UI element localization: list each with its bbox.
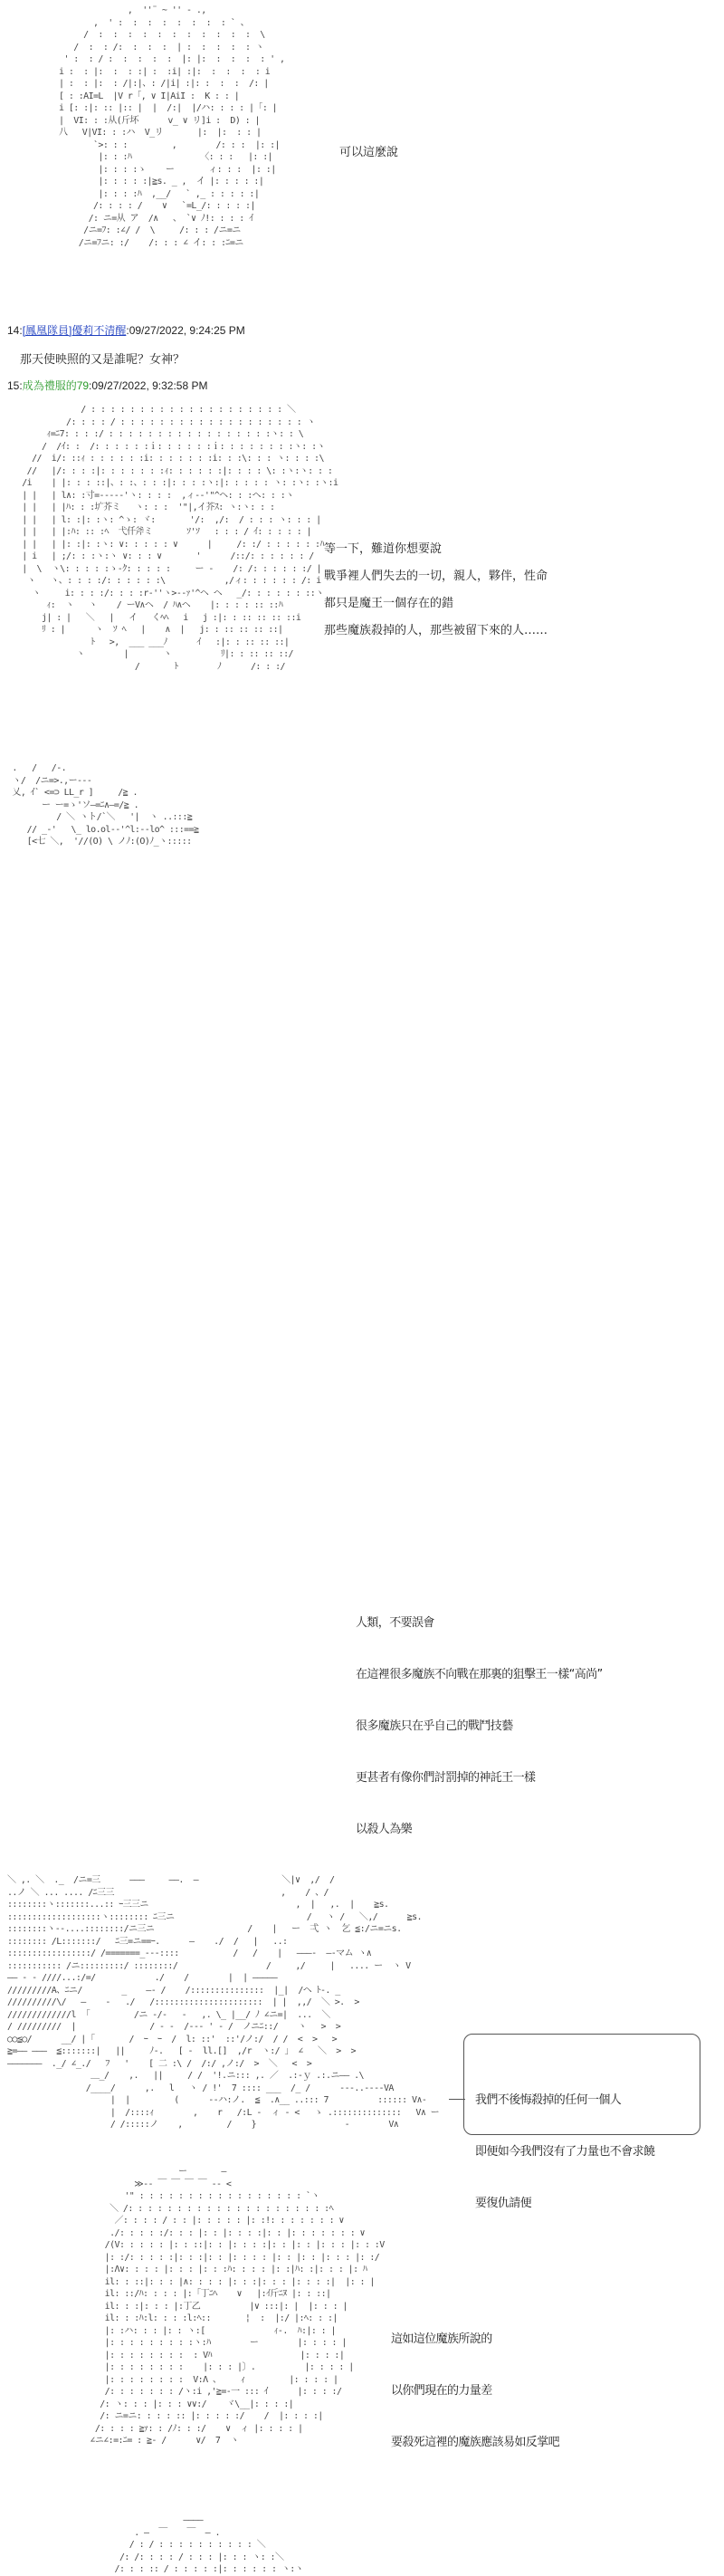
post-author-link[interactable]: [鳳凰隊員]優莉不清醒 [22, 324, 127, 337]
dialogue-line: 人類，不要誤會 [356, 1616, 434, 1630]
ascii-art-figure-1: , ''¨ ~ '' - ., , ' : : : : : : : : ` 、 / : : : : : : : : : : : \ / : : /: : : : | : : : : : ヽ ' : : / : : : : : |: |: : : : : ' , i : : |: : : :| : :i| :|: : : : : i | : : |: : /|:|、: /|i| :|: : : : /: | [ : :AI=L |V r「, ∨ I|AiI : K : : | i [: :|: :: |:: | | /:| |/ハ: : : : |「: | | VI: : :从(斤坏 v_ ∨ リ]i : D) : | 八 V|VI: : :ハ V_リ |: |: : : | `>: : : , /: : : |: :| |: : :ﾊ 〈: : : |: :| |: : : :ゝ ー ィ: : : |: :| |: : : : :|≧s. _ , イ |: : : : :| |: : : :ﾊ ,__/ ` ,_ : : : : :| /: : : : / ∨ `=L_/: : : : :| /: ニ=从 ア /∧ 、 `∨ ﾉ!: : : : ｲ /ニ=ﾌ: :∠/ / \ /: : : /ニ=ニ /ニ=ﾌニ: :/ /: : : ∠ イ: : :ﾆ=ニ [59, 5, 285, 248]
post-timestamp: :09/27/2022, 9:24:25 PM [126, 324, 245, 337]
dialogue-line: 這如這位魔族所說的 [391, 2332, 492, 2346]
dialogue-line: 那些魔族殺掉的人，那些被留下來的人…… [324, 624, 548, 637]
speech-bubble-tail [449, 2099, 465, 2100]
dialogue-line: 要殺死這裡的魔族應該易如反掌吧 [391, 2436, 560, 2449]
post-header-15 [7, 378, 207, 393]
ascii-art-figure-3: . / /-. ヽ/ /ニ=>.,ー‐‐- 乂, ｲ` <=⊃ LL_r ] /≧ . ー ー=ゝ'ソ―=ﾆ∧―=/≧ . / ＼ ヽト/`＼ '| ヽ ..:::≧ // _-' \_ lo.ol--'^l:--lo^ :::==≧ [<七 ＼, '//(O) \ ノﾉ:(O)ﾉ_ヽ::::: 人類，不要誤會 在這裡很多魔族不向戰在那裏的狙擊王一樣“高尚” 很多魔族只在乎自己的戰鬥技藝 更甚者有像你們討罰掉的神託王一樣 以殺人為樂 ＼ ,. ＼ ._ /ニ=三 ――― ――. ― ＼|∨ ,/ / ..ノ ＼ ... .... /ﾆ三三 , / 、/ ::::::::ヽ:::::::...:: ｰ三三ニ , | ,. | ≧s. :::::::::::::::::::ヽ:::::::: ﾆ三ニ / ヽ / ＼,/ ≧s. ::::::::ヽ--....::::::::/ニ三ニ / | ー 弌 ヽ 乞 ≦:/ニ=ニs. :::::::: /L:::::::/ ﾆ三=ニ==ｰ. ― ./ / | ..: :::::::::::::::::/ /=======_---:::: / / | ―――‐ ―‐マム ヽ∧ ::::::::::: /ニ:::::::::/ ::::::::/ / ,/ | .... ー ヽ V ―― ‐ ‐ ////...:/=/ ./ / | | ――――― /////////A、ﾆニ/ _ ―‐ / /::::::::::::::: |_| /ヘ ﾄ-. _ //////////\/ ― ‐ ./ /:::::::::::::::::::::: | | ,,/ ＼ >. > /////////////l ｢ /ニ ‐/- ‐ ,. \_ |__/ ﾉ ∠ニ=| ... ＼ / ///////// | / - - /--- ' ‐ / ノニﾆ::/ ヽ > > ○○≦○/ __/ | ｢ / ｰ ｰ / l: ::' ::'/ノ:/ / / < > > ≧=―― ――― ≦:::::::| || ﾉ-. [ - ll.[] ,/r ヽ:/ 」 ∠ ＼ > > ――――――― ._/ ∠_./ ﾌ ' [ 二 :\ / /:/ ,ノ:/ > ＼ < > ＿_/ ,. || / / '!.ニ::: ,. ／ .:‐ｙ .:.ニ―― .\ /____/ ,. l ヽ / !' 7 :::: ___ /_ / ---..----VA | | ( --ハ:ノ. ≦ .∧__ ..::: 7 :::::: V∧- | /::::ｨ , r /:L ‐ ィ ‐ < ゝ .:::::::::::::: V∧ ー / /:::::ノ , / } ‐ V∧ 我們不後悔殺掉的任何一個人 即便如今我們沒有了力量也不會求饒 要復仇請便 ー ― ≫-‐ ￣ ￣ ￣ ￣ ‐‐ < '" : : : : : : : : : : : : : : : : : `ヽ ＼ /: : : : : : : : : : : : : : : : : : : : :ﾍ ／: : : : / : : |: : : : : |: :!: : : : : : : ∨ ./: : : : :/: : : |: : |: : : :|: : |: : : : : : : ∨ /(V: : : : : |: : ::|: : |: : : :|: : |: : |: : : |: : :V |: :/: : : : :|: : :|: : |: : : : |: : |: : |: : : |: :/ |:Λ∨: : : : |: : : |: : :ﾊ: : : : |: :|ﾊ: :|: : : |: ﾊ il: : ::|: : : |∧: : : : |: : :|: : : |: : : :| |: : | il: ::/ﾊ: : : : |:「丁ﾆﾍ ∨ |:ｲ斤ﾆﾇ |: : ::| il: : :|: : : |:丁乙 |∨ :::|: | |: : : | il: : :ﾊ:l: : : :l:ﾍ:: ¦ : |:/ |:ﾍ: : :| |: :ハ: : : |: : ヽ:[ ｨ‐. ﾊ:|: : | |: : : : : : : : :ヽ:ﾊ ー |: : : : | |: : : : : : : : : Vﾊ |: : : :| |: : : : : : : : |: : : |〕. |: : : : | |: : : : : : : : V:Λ 、 ｨ |: : : : | /: : : : : : : /ヽ:i ,'≧=-一 ::: ｲ |: : : :/ /: ヽ: : : |: : : ∨∨:/ ヾ\__|: : : :| /: ニ=ニ: : : : :: |: : : : :/ / |: : : :| /: : : : ≧ｧ: : /ﾉ: : :/ ∨ ィ |: : : : | ∠ニ∠:=:ﾆ= : ≧‐ / ∨/ 7 ヽ 這如這位魔族所說的 以你們現在的力量差 要殺死這裡的魔族應該易如反掌吧 ―――― . ― ￣ ￣ ― . / : / : : : : : : : : : : ＼ /: /: : : : / : : : |: : : ヽ: :＼ /: : : :: / : : : : :|: : : : : : ヽ:ヽ [7, 762, 198, 1056]
post-author-name[interactable]: 成為禮服的79 [22, 379, 90, 392]
dialogue-line: 以你們現在的力量差 [391, 2384, 492, 2398]
dialogue-block-4 [475, 2063, 689, 2242]
dialogue-block-1 [339, 139, 398, 167]
post-number: 14: [7, 324, 23, 337]
dialogue-line: 可以這麼說 [339, 146, 399, 159]
dialogue-line: 戰爭裡人們失去的一切，親人，夥伴，性命 [324, 570, 548, 583]
dialogue-line: 都只是魔王一個存在的錯 [324, 597, 454, 610]
post-timestamp: :09/27/2022, 9:32:58 PM [89, 379, 208, 392]
dialogue-line: 要復仇請便 [475, 2197, 532, 2210]
dialogue-line: 很多魔族只在乎自己的戰鬥技藝 [356, 1719, 513, 1733]
ascii-art-figure-5: ー ― ≫-‐ ￣ ￣ ￣ ￣ ‐‐ < '" : : : : : : : : : : : : : : : : : `ヽ ＼ /: : : : : : : : : : : : : : : : : : : : :ﾍ ／: : : : / : : |: : : : : |: :!: : : : : : : ∨ ./: : : : :/: : : |: : |: : : :|: : |: : : : : : : ∨ /(V: : : : : |: : ::|: : |: : : :|: : |: : |: : : |: : :V |: :/: : : : :|: : :|: : |: : : : |: : |: : |: : : |: :/ |:Λ∨: : : : |: : : |: : :ﾊ: : : : |: :|ﾊ: :|: : : |: ﾊ il: : ::|: : : |∧: : : : |: : :|: : : |: : : :| |: : | il: ::/ﾊ: : : : |:「丁ﾆﾍ ∨ |:ｲ斤ﾆﾇ |: : ::| il: : :|: : : |:丁乙 |∨ :::|: | |: : : | il: : :ﾊ:l: : : :l:ﾍ:: ¦ : |:/ |:ﾍ: : :| |: :ハ: : : |: : ヽ:[ ｨ‐. ﾊ:|: : | |: : : : : : : : :ヽ:ﾊ ー |: : : : | |: : : : : : : : : Vﾊ |: : : :| |: : : : : : : : |: : : |〕. |: : : : | |: : : : : : : : V:Λ 、 ｨ |: : : : | /: : : : : : : /ヽ:i ,'≧=-一 ::: ｲ |: : : :/ /: ヽ: : : |: : : ∨∨:/ ヾ\__|: : : :| /: ニ=ニ: : : : :: |: : : : :/ / |: : : :| /: : : : ≧ｧ: : /ﾉ: : :/ ∨ ィ |: : : : | ∠ニ∠:=:ﾆ= : ≧‐ / ∨/ 7 ヽ [90, 2167, 385, 2446]
post-header-14 [7, 322, 245, 338]
ascii-art-battlefield: ＼ ,. ＼ ._ /ニ=三 ――― ――. ― ＼|∨ ,/ / ..ノ ＼ ... .... /ﾆ三三 , / 、/ ::::::::ヽ:::::::...:: ｰ三三ニ , | ,. | ≧s. :::::::::::::::::::ヽ:::::::: ﾆ三ニ / ヽ / ＼,/ ≧s. ::::::::ヽ--....::::::::/ニ三ニ / | ー 弌 ヽ 乞 ≦:/ニ=ニs. :::::::: /L:::::::/ ﾆ三=ニ==ｰ. ― ./ / | ..: :::::::::::::::::/ /=======_---:::: / / | ―――‐ ―‐マム ヽ∧ ::::::::::: /ニ:::::::::/ ::::::::/ / ,/ | .... ー ヽ V ―― ‐ ‐ ////...:/=/ ./ / | | ――――― /////////A、ﾆニ/ _ ―‐ / /::::::::::::::: |_| /ヘ ﾄ-. _ //////////\/ ― ‐ ./ /:::::::::::::::::::::: | | ,,/ ＼ >. > /////////////l ｢ /ニ ‐/- ‐ ,. \_ |__/ ﾉ ∠ニ=| ... ＼ / ///////// | / - - /--- ' ‐ / ノニﾆ::/ ヽ > > ○○≦○/ __/ | ｢ / ｰ ｰ / l: ::' ::'/ノ:/ / / < > > ≧=―― ――― ≦:::::::| || ﾉ-. [ - ll.[] ,/r ヽ:/ 」 ∠ ＼ > > ――――――― ._/ ∠_./ ﾌ ' [ 二 :\ / /:/ ,ノ:/ > ＼ < > ＿_/ ,. || / / '!.ニ::: ,. ／ .:‐ｙ .:.ニ―― .\ /____/ ,. l ヽ / !' 7 :::: ___ /_ / ---..----VA | | ( --ハ:ノ. ≦ .∧__ ..::: 7 :::::: V∧- | /::::ｨ , r /:L ‐ ィ ‐ < ゝ .:::::::::::::: V∧ ー / /:::::ノ , / } ‐ V∧ [7, 1875, 440, 2130]
dialogue-line: 在這裡很多魔族不向戰在那裏的狙擊王一樣“高尚” [356, 1668, 603, 1681]
ascii-art-figure-6: ―――― . ― ￣ ￣ ― . / : / : : : : : : : : : : ＼ /: /: : : : / : : : |: : : ヽ: :＼ /: : : :: / : : : : :|: : : : : : ヽ:ヽ [114, 2515, 304, 2574]
dialogue-line: 更甚者有像你們討罰掉的神託王一樣 [356, 1771, 536, 1785]
ascii-art-figure-2: / : : : : : : : : : : : : : : : : : : : : ＼ /: : : : / : : : : : : : : : : : : : : : : : : : ヽ ｨ=ﾆ7: : : :/ : : : : : : : : : : : : : : : : :ヽ: : \ / /ｲ: : /: : : : : :ｉ: : : : : :ｉ: : : : : : : :ヽ: :ヽ // i/: ::ｨ : : : : : :i: : : : : : :i: : :\: : : ヽ: : : :\ // |/: : : :|: : : : : : :ｨ: : : : : :|: : : : \: :ヽ:ヽ: : : /i | |: : : ::|、: :、: : :|: : : :ヽ:|: : : : : ヽ: :ヽ: :ヽ:i | | | l∧: :寸=---‐‐'ヽ: : : : ,ィ‐‐'"^ヘ: : :ヘ: : :ヽ | | | |ﾊ: : :圹芥ミ ヽ: : : '"|,イ芥ｽ: ヽ:ヽ: : : | | | l: :|: :ヽ: ^ゝ: ヾ: '/: ,/: / : : : ヽ: : : | | | | |:ﾊ: :: :ﾍ 弋仟斧ミ ｿ'ｿ : : : / ｲ: : : : : | | | | |: :|: :ヽ: ∨: : : : : ∨ | /: :/ : : : : : :ﾊ | i | ;/: : :ヽ:ヽ ∨: : : ∨ ' /::/: : : : : : / | \ ヽ\: : : : :ゝ-ｸ: : : : : ー ‐ /: /: : : : : :/ | ヽ ヽ、: : : :/: : : : : :\ ,/ィ: : : : : : /: i ヽ i: : : :/: : : :r‐''ヽ>--ｧ'^ヘ ヘ _/: : : : : : ::ヽ ｨ: ヽ ヽ / ーV∧ヘ / ﾊ∧ヘ |: : : : :: ::ﾊ j| : | ＼ | イ くﾍﾍ i j :|: : :: :: :: ::i ﾘ : | ヽ ｿ ﾍ | ∧ | j: : :: :: :: ::| ﾄ >, ___ ___ﾉ ｲ :|: : :: :: ::| ヽ | ヽ ﾘ|: : :: :: ::/ / ﾄ ﾉ /: : :/ [22, 405, 338, 672]
dialogue-block-5 [391, 2302, 559, 2469]
dialogue-block-2 [324, 536, 548, 645]
dialogue-line: 即便如今我們沒有了力量也不會求饒 [475, 2145, 655, 2159]
dialogue-line: 我們不後悔殺掉的任何一個人 [475, 2093, 622, 2107]
post-body-14: 那天使映照的又是誰呢？女神？ [20, 353, 186, 367]
speech-bubble [463, 2034, 700, 2210]
dialogue-line: 等一下，難道你想要說 [324, 542, 443, 556]
dialogue-line: 以殺人為樂 [356, 1823, 413, 1836]
dialogue-block-3 [356, 1585, 603, 1856]
post-number: 15: [7, 379, 23, 392]
